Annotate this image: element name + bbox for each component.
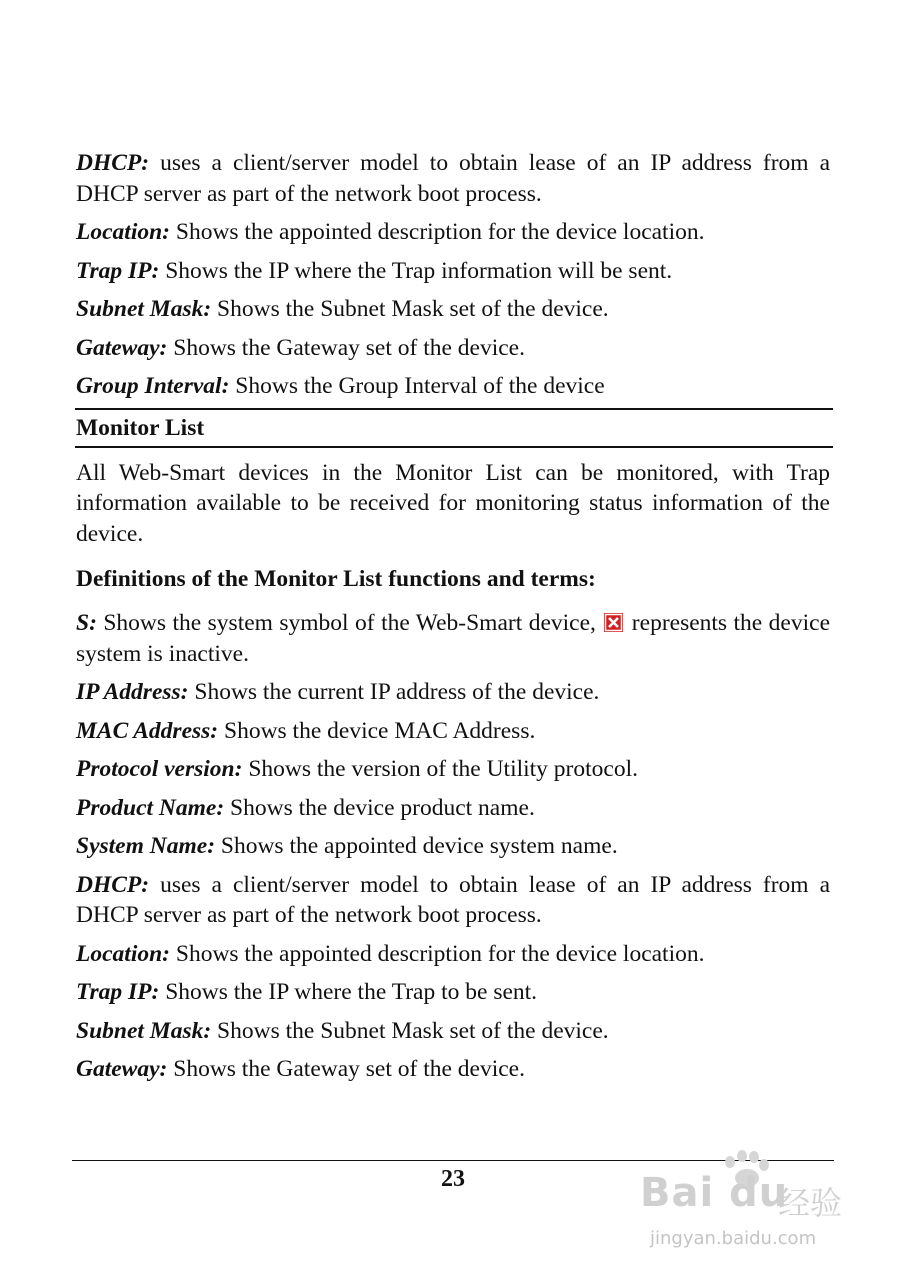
definition-dhcp-2 <box>76 870 830 931</box>
definition-mac-address <box>76 716 830 747</box>
watermark-url: jingyan.baidu.com <box>650 1228 817 1249</box>
definition-term: Trap IP: <box>76 257 160 284</box>
definition-gateway <box>76 333 830 364</box>
definition-text: Shows the Group Interval of the device <box>229 373 605 399</box>
definition-text: Shows the device MAC Address. <box>218 717 536 744</box>
definition-term: MAC Address: <box>76 717 219 744</box>
definition-term: Subnet Mask: <box>76 296 212 322</box>
intro-paragraph: All Web-Smart devices in the Monitor List can be monitored, with Trap information available to be received for monitoring status information of the device. <box>76 459 830 547</box>
definition-trap-ip-2 <box>76 977 830 1008</box>
definition-term: Location: <box>76 940 170 967</box>
definition-group-interval <box>76 371 830 402</box>
definition-text: Shows the appointed description for the device location. <box>170 940 705 967</box>
definition-text: Shows the version of the Utility protocol. <box>242 756 638 782</box>
definition-term: Trap IP: <box>76 979 160 1005</box>
document-page <box>76 148 830 1085</box>
watermark-logo: Bai du <box>640 1170 789 1216</box>
definition-term: Group Interval: <box>76 373 230 399</box>
definition-text-before: Shows the system symbol of the Web-Smart device, <box>96 610 603 636</box>
definition-protocol-version <box>76 754 830 785</box>
definition-system-name <box>76 831 830 862</box>
definition-term: Gateway: <box>76 334 168 361</box>
definition-term: System Name: <box>76 833 216 859</box>
definition-text: Shows the Gateway set of the device. <box>167 334 525 361</box>
definition-ip-address <box>76 677 830 708</box>
definition-text: uses a client/server model to obtain lease of an IP address from a DHCP server as part of the network boot process. <box>76 871 830 928</box>
definition-trap-ip <box>76 256 830 287</box>
definition-text: Shows the Gateway set of the device. <box>167 1056 525 1082</box>
definition-term: Subnet Mask: <box>76 1017 212 1044</box>
definition-term: S: <box>76 610 97 636</box>
definition-text: Shows the device product name. <box>224 794 535 821</box>
subheading: Definitions of the Monitor List functions and terms: <box>76 566 596 592</box>
definition-term: Product Name: <box>76 794 225 821</box>
page-number: 23 <box>441 1166 465 1192</box>
definition-dhcp <box>76 148 830 209</box>
definition-gateway-2 <box>76 1054 830 1085</box>
definition-text: Shows the appointed device system name. <box>215 833 618 859</box>
watermark-cn: 经验 <box>778 1184 843 1222</box>
definition-term: Gateway: <box>76 1056 168 1082</box>
definition-s <box>76 608 830 669</box>
definition-subnet-mask-2 <box>76 1016 830 1047</box>
definition-term: DHCP: <box>76 150 150 176</box>
definition-text: Shows the current IP address of the device. <box>188 679 600 705</box>
watermark <box>640 1150 860 1265</box>
definition-term: Protocol version: <box>76 756 243 782</box>
heading-bottom-rule <box>75 446 833 448</box>
definition-text: Shows the Subnet Mask set of the device. <box>211 296 609 322</box>
definition-text: Shows the appointed description for the device location. <box>170 219 705 245</box>
inactive-x-icon <box>604 613 623 632</box>
section-heading: Monitor List <box>76 414 205 441</box>
definition-text-after: represents the device system is inactive. <box>76 610 831 667</box>
definition-location <box>76 217 830 248</box>
definition-term: IP Address: <box>76 679 189 705</box>
definition-text: Shows the Subnet Mask set of the device. <box>211 1017 609 1044</box>
definition-product-name <box>76 793 830 824</box>
definition-location-2 <box>76 939 830 970</box>
definition-subnet-mask <box>76 294 830 325</box>
definition-text: uses a client/server model to obtain lease of an IP address from a DHCP server as part of the network boot process. <box>76 150 830 207</box>
definition-text: Shows the IP where the Trap to be sent. <box>159 979 538 1005</box>
definition-text: Shows the IP where the Trap information will be sent. <box>159 257 673 284</box>
definition-term: DHCP: <box>76 871 150 898</box>
definition-term: Location: <box>76 219 170 245</box>
